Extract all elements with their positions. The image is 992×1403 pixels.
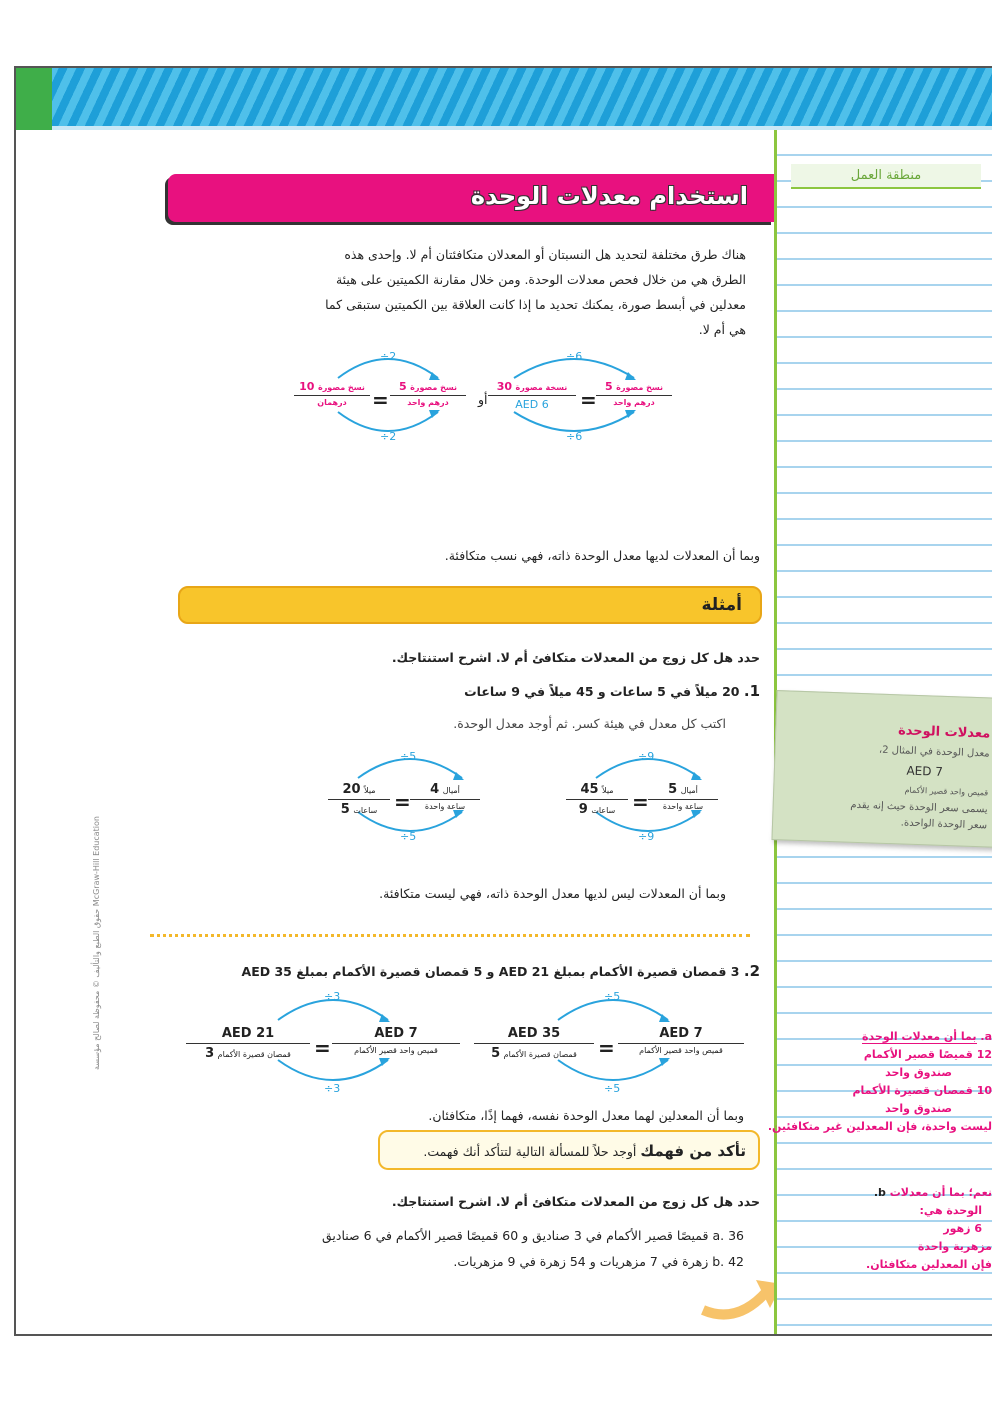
section-divider [150, 934, 750, 937]
example-number: 1. [743, 682, 760, 700]
header-band [52, 68, 992, 130]
operation-label: ÷3 [324, 1082, 341, 1095]
denominator: قميص واحد قصير الأكمام [332, 1043, 460, 1055]
example-1-hint: اكتب كل معدل في هيئة كسر. ثم أوجد معدل الوحدة. [453, 716, 726, 731]
answer-line: صندوق واحد [885, 1066, 952, 1079]
operation-label: ÷5 [604, 990, 621, 1003]
fraction [488, 380, 576, 411]
numerator: 4 [430, 782, 440, 797]
or-word: أو [478, 392, 488, 407]
answer-line: ليست واحدة، فإن المعدلين غير متكافئين. [767, 1120, 992, 1133]
numerator-unit: نسخ مصورة [317, 383, 365, 392]
answer-line: 6 زهور [943, 1222, 982, 1235]
numerator: AED 21 [221, 1026, 275, 1041]
check-understanding-text [423, 1142, 746, 1160]
sticky-line: سعر الوحدة الواحدة. [900, 817, 988, 832]
answer-line: الوحدة هي: [919, 1204, 982, 1217]
numerator: 5 [604, 380, 613, 393]
example-1-conclusion: وبما أن المعدلات ليس لديها معدل الوحدة ذاته، فهي ليست متكافئة. [379, 886, 726, 901]
numerator: 20 [342, 782, 361, 797]
example-2-conclusion: وبما أن المعدلين لهما معدل الوحدة نفسه، فهما إذًا، متكافئان. [428, 1108, 744, 1123]
examples-heading: أمثلة [701, 595, 742, 615]
lesson-title: استخدام معدلات الوحدة [470, 182, 748, 210]
sticky-line: قميص واحد قصير الأكمام [904, 785, 989, 798]
operation-label: ÷6 [566, 430, 583, 443]
operation-label: ÷9 [638, 750, 655, 763]
check-item-b: b. 42 زهرة في 7 مزهريات و 54 زهرة في 9 مزهريات. [453, 1254, 744, 1269]
check-heading: تأكد من فهمك [640, 1142, 746, 1160]
operation-label: ÷9 [638, 830, 655, 843]
example-number: 2. [743, 962, 760, 980]
sticky-note [771, 690, 992, 848]
answer-line: فإن المعدلين متكافئان. [866, 1258, 992, 1271]
intro-line: معدلين في أبسط صورة، يمكنك تحديد ما إذا كانت العلاقة بين الكميتين ستبقى كما [325, 297, 746, 312]
denominator: AED 6 [488, 395, 576, 411]
check-prompt: أوجد حلاً للمسألة التالية لتتأكد أنك فهمت. [423, 1144, 637, 1159]
answer-a [862, 1030, 992, 1043]
operation-label: ÷3 [324, 990, 341, 1003]
denominator: قميص واحد قصير الأكمام [618, 1043, 744, 1055]
fraction: 45 ميلاً 9 ساعات [566, 782, 628, 817]
operation-label: ÷6 [566, 350, 583, 363]
numerator-unit: نسخة مصورة [515, 383, 568, 392]
denominator: 5 [340, 802, 350, 817]
sticky-heading: معدلات الوحدة [897, 723, 991, 742]
numerator: AED 35 [507, 1026, 561, 1041]
example-statement: 3 قمصان قصيرة الأكمام بمبلغ AED 21 و 5 قمصان قصيرة الأكمام بمبلغ AED 35 [241, 964, 740, 979]
operation-label: ÷5 [400, 750, 417, 763]
numerator: 30 [496, 380, 513, 393]
main-content: استخدام معدلات الوحدة هناك طرق مختلفة لتحديد هل النسبتان أو المعدلان متكافئتان أم لا. وإحدى هذه الطرق هي من خلال فحص معدلات الوحدة. ومن خلال مقارنة الكميتين على هيئة معدلين في أبسط صورة، يمكنك تحديد ما إذا كانت العلاقة بين الكميتين ستبقى كما هي أم لا. ÷6 ÷6 30 نسخة مصورة AED 6 = 5 نسخ مصورة درهم واحد أو ÷2 ÷2 10 نسخ مصورة درهمان = 5 نسخ مصورة درهم واحد وبما أن المعدلات لديها معدل الوحدة ذاته، فهي نسب متكافئة. أمثلة حدد هل كل زوج من المعدلات متكافئ أم لا. اشرح استنتاجك. 1. 20 ميلاً في 5 ساعات و 45 ميلاً في 9 ساعات اكتب كل معدل في هيئة كسر. ثم أوجد معدل الوحدة. ÷9 ÷9 45 ميلاً 9 ساعات = 5 أميال ساعة واحدة ÷5 ÷5 20 ميلاً 5 ساعات = 4 أميال ساعة واحدة وبما أن المعدلات ليس لديها معدل الوحدة ذاته، فهي ليست متكافئة. 2. 3 قمصان قصيرة الأكمام بمبلغ AED 21 و 5 قمصان قصيرة الأكمام بمبلغ AED 35 ÷5 ÷5 AED 35 5 قمصان قصيرة الأكمام = AED 7 قميص واحد قصير الأكمام ÷3 ÷3 AED 21 3 قمصان قصيرة الأكمام = AED 7 قميص واحد قصير الأكمام وبما أن المعدلين لهما معدل الوحدة نفسه، فهما إذًا، متكافئان. تأكد من فهمك أوجد حلاً للمسألة التالية لتتأكد أنك فهمت. حدد هل كل زوج من المعدلات متكافئ أم لا. اشرح استنتاجك. a. 36 قميصًا قصير الأكمام في 3 صناديق و 60 قميصًا قصير الأكمام في 6 صناديق b. 42 زهرة في 7 مزهريات و 54 زهرة في 9 مزهريات. حقوق الطبع والتأليف © محفوظة لصالح مؤسسة McGraw-Hill Education [18, 130, 774, 1334]
fraction: 4 أميال ساعة واحدة [410, 782, 480, 811]
operation-label: ÷2 [380, 430, 397, 443]
sticky-line: AED 7 [906, 763, 944, 779]
denominator: ساعة واحدة [410, 799, 480, 811]
denominator: درهم واحد [390, 395, 466, 407]
numerator: 5 [668, 782, 678, 797]
intro-conclusion: وبما أن المعدلات لديها معدل الوحدة ذاته، فهي نسب متكافئة. [444, 548, 760, 563]
operation-label: ÷5 [400, 830, 417, 843]
intro-paragraph [198, 242, 746, 342]
examples-header [178, 586, 762, 624]
sticky-line: معدل الوحدة في المثال 2، [878, 744, 990, 760]
answer-line: صندوق واحد [885, 1102, 952, 1115]
check-understanding-box [378, 1130, 760, 1170]
denominator: ساعة واحدة [648, 799, 718, 811]
answer-b [874, 1186, 992, 1199]
answer-line: 12 قميصًا قصير الأكمام [863, 1048, 992, 1061]
fraction [332, 1026, 460, 1055]
denominator: درهمان [294, 395, 370, 407]
answer-b-label: b. [873, 1186, 886, 1199]
intro-line: الطرق هي من خلال فحص معدلات الوحدة. ومن خلال مقارنة الكميتين على هيئة [335, 272, 746, 287]
numerator: 45 [580, 782, 599, 797]
fraction: 20 ميلاً 5 ساعات [328, 782, 390, 817]
example-statement: 20 ميلاً في 5 ساعات و 45 ميلاً في 9 ساعات [464, 684, 740, 699]
fraction: 5 أميال ساعة واحدة [648, 782, 718, 811]
examples-instruction: حدد هل كل زوج من المعدلات متكافئ أم لا. اشرح استنتاجك. [391, 650, 760, 665]
denominator: درهم واحد [596, 395, 672, 407]
answer-line: 10 قمصان قصيرة الأكمام [852, 1084, 992, 1097]
numerator-unit: نسخ مصورة [410, 383, 458, 392]
numerator: AED 7 [659, 1026, 703, 1041]
check-instruction: حدد هل كل زوج من المعدلات متكافئ أم لا. اشرح استنتاجك. [391, 1194, 760, 1209]
answer-a-label: a. [980, 1030, 992, 1043]
copyright-credit: حقوق الطبع والتأليف © محفوظة لصالح مؤسسة McGraw-Hill Education [92, 816, 101, 1070]
check-item-a: a. 36 قميصًا قصير الأكمام في 3 صناديق و 60 قميصًا قصير الأكمام في 6 صناديق [322, 1228, 744, 1243]
fraction [596, 380, 672, 407]
numerator-unit: نسخ مصورة [616, 383, 664, 392]
fraction: AED 35 5 قمصان قصيرة الأكمام [474, 1026, 594, 1061]
intro-line: هي أم لا. [698, 322, 746, 337]
answer-line: بما أن معدلات الوحدة [862, 1030, 977, 1043]
denominator: 9 [578, 802, 588, 817]
numerator: 5 [398, 380, 407, 393]
sticky-line: يسمى سعر الوحدة حيث إنه يقدم [850, 799, 988, 816]
example-2-text [140, 962, 760, 980]
fraction: AED 21 3 قمصان قصيرة الأكمام [186, 1026, 310, 1061]
numerator: 10 [299, 380, 315, 393]
intro-line: هناك طرق مختلفة لتحديد هل النسبتان أو المعدلان متكافئتان أم لا. وإحدى هذه [344, 247, 746, 262]
green-tab [16, 68, 52, 130]
fraction [618, 1026, 744, 1055]
fraction [390, 380, 466, 407]
answer-line: مزهرية واحدة [917, 1240, 992, 1253]
operation-label: ÷5 [604, 1082, 621, 1095]
operation-label: ÷2 [380, 350, 397, 363]
numerator: AED 7 [374, 1026, 418, 1041]
lesson-title-bar [168, 174, 774, 222]
example-1-text [160, 682, 760, 700]
answer-line: نعم؛ بما أن معدلات [889, 1186, 992, 1199]
work-area-title: منطقة العمل [791, 164, 981, 189]
fraction [294, 380, 370, 407]
